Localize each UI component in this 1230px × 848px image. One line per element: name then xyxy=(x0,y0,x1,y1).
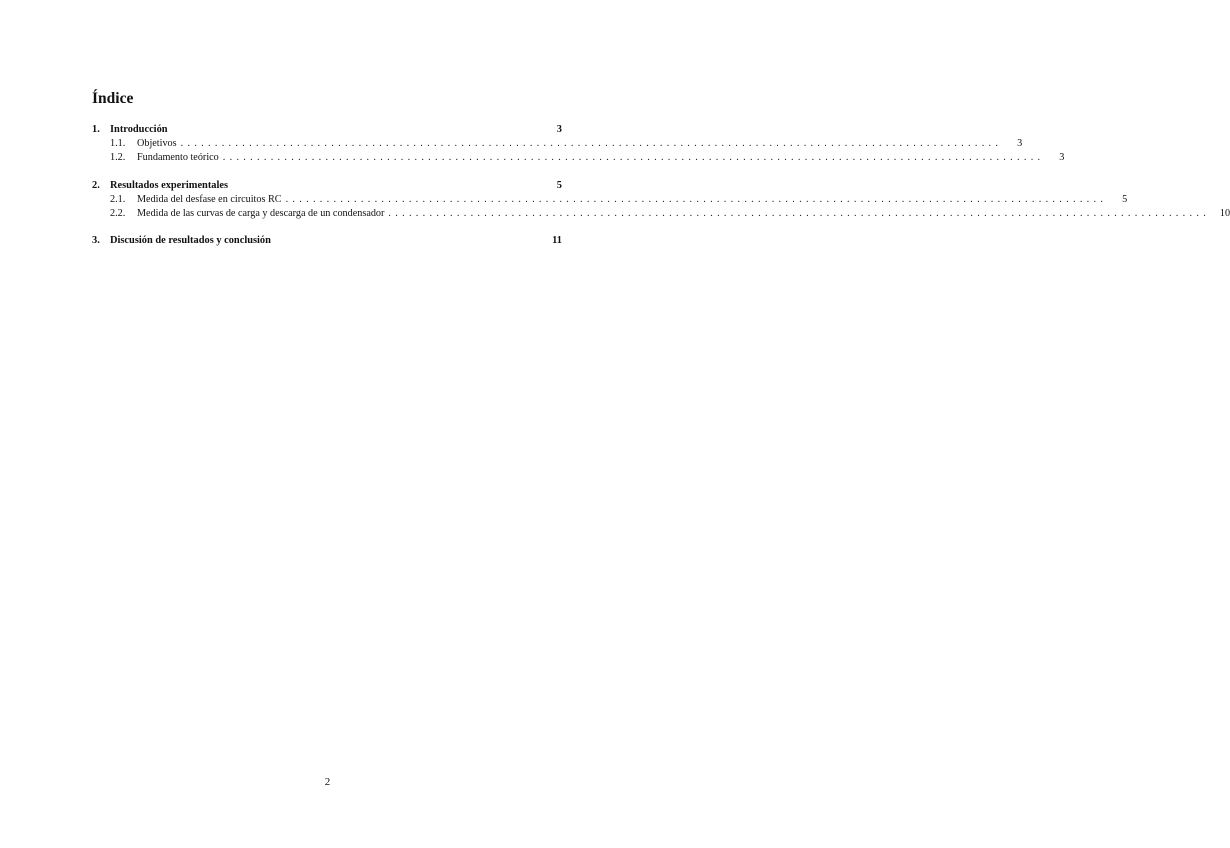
section-title: Discusión de resultados y conclusión xyxy=(110,235,271,247)
section-title: Introducción xyxy=(110,124,168,135)
subsection-title: Objetivos xyxy=(137,138,177,149)
section-number: 3. xyxy=(92,235,100,247)
subsection-title: Fundamento teórico xyxy=(137,152,219,164)
toc-section-introduccion[interactable] xyxy=(92,123,562,137)
section-page: 3 xyxy=(556,124,562,135)
toc-section-resultados[interactable] xyxy=(92,179,562,193)
subsection-number: 1.1. xyxy=(110,138,126,149)
page-number: 2 xyxy=(324,776,331,788)
dot-leader: ........................................................................................................................ xyxy=(180,138,1003,149)
toc-subsection-desfase[interactable] xyxy=(92,193,1128,207)
subsection-page: 10 xyxy=(1219,207,1230,219)
table-of-contents xyxy=(92,123,1230,248)
dot-leader: ........................................................................................................................ xyxy=(388,207,1211,219)
section-number: 1. xyxy=(92,124,100,135)
toc-subsection-curvas-carga[interactable] xyxy=(92,207,1230,221)
subsection-number: 1.2. xyxy=(110,152,126,164)
subsection-number: 2.2. xyxy=(110,207,126,219)
dot-leader: ........................................................................................................................ xyxy=(285,193,1108,205)
section-number: 2. xyxy=(92,179,100,191)
subsection-page: 5 xyxy=(1122,193,1128,205)
section-page: 5 xyxy=(556,179,562,191)
dot-leader: ........................................................................................................................ xyxy=(222,152,1045,164)
toc-subsection-objetivos[interactable] xyxy=(92,137,1023,151)
subsection-page: 3 xyxy=(1017,138,1023,149)
toc-heading: Índice xyxy=(92,90,134,107)
section-page: 11 xyxy=(552,235,562,247)
subsection-title: Medida del desfase en circuitos RC xyxy=(137,193,282,205)
subsection-page: 3 xyxy=(1059,152,1065,164)
toc-subsection-fundamento-teorico[interactable] xyxy=(92,151,1065,165)
subsection-number: 2.1. xyxy=(110,193,126,205)
section-title: Resultados experimentales xyxy=(110,179,229,191)
toc-section-discusion[interactable] xyxy=(92,234,562,248)
subsection-title: Medida de las curvas de carga y descarga de un condensador xyxy=(137,207,385,219)
